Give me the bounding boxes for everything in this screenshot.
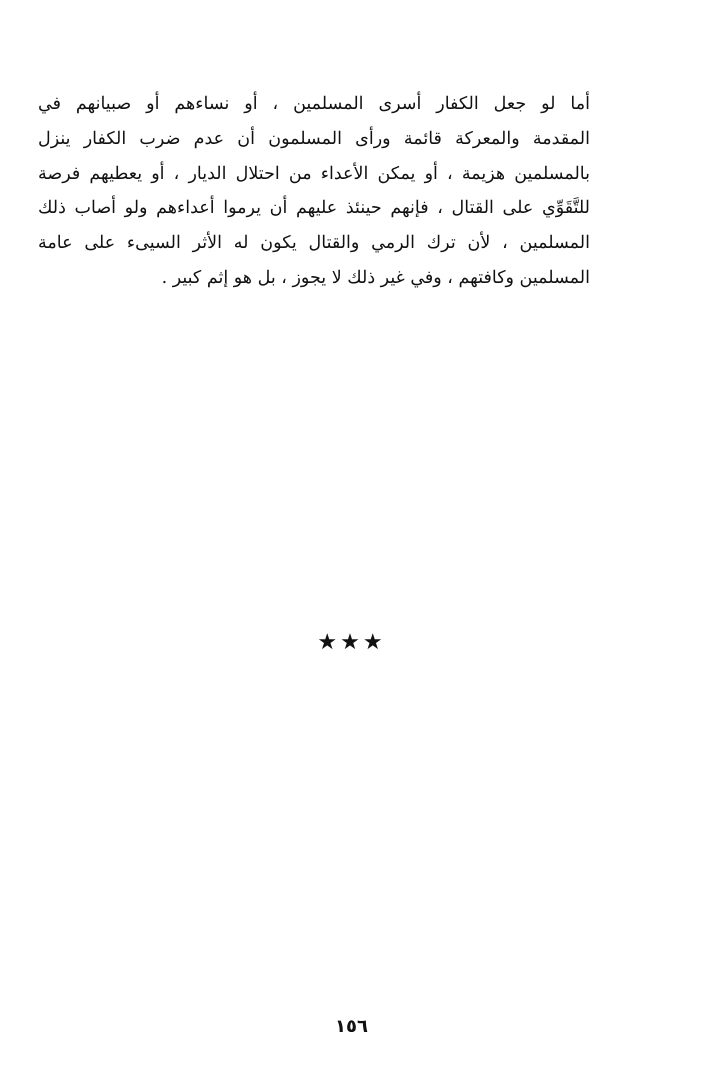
body-paragraph xyxy=(38,87,590,296)
paragraph-line: بالمسلمين هزيمة ، أو يمكن الأعداء من احتلال الديار ، أو يعطيهم فرصة xyxy=(38,163,590,184)
section-separator: ★★★ xyxy=(317,630,386,655)
page-number: ١٥٦ xyxy=(335,1016,368,1037)
paragraph-line: المسلمين ، لأن ترك الرمي والقتال يكون له الأثر السيىء على عامة xyxy=(38,233,590,254)
paragraph-line: المسلمين وكافتهم ، وفي غير ذلك لا يجوز ، بل هو إثم كبير . xyxy=(161,267,590,288)
paragraph-line: المقدمة والمعركة قائمة ورأى المسلمون أن عدم ضرب الكفار ينزل xyxy=(38,128,590,149)
paragraph-line: أما لو جعل الكفار أسرى المسلمين ، أو نساءهم أو صبيانهم في xyxy=(38,94,590,114)
paragraph-line: للتَّقَوِّي على القتال ، فإنهم حينئذ عليهم أن يرموا أعداءهم ولو أصاب ذلك xyxy=(38,198,590,219)
